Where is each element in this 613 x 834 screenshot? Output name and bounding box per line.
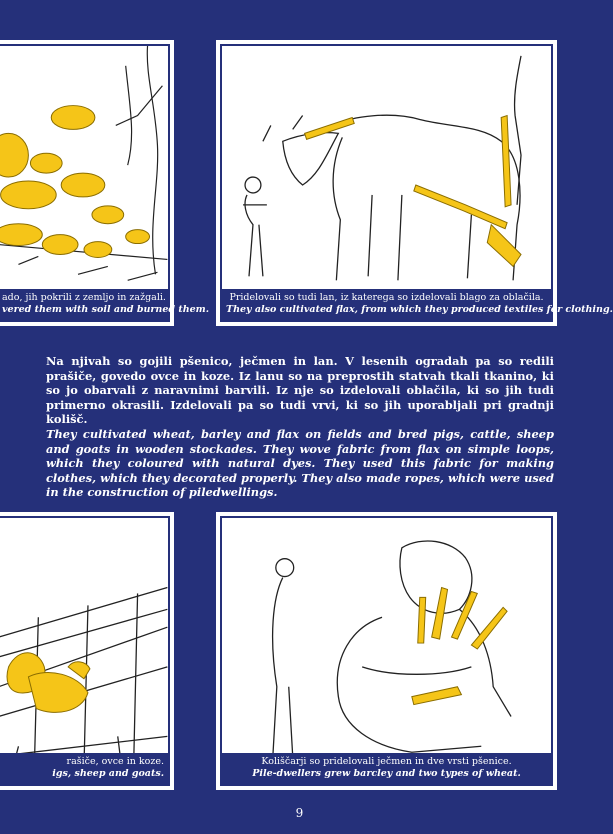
panel-frame <box>220 516 553 786</box>
paragraph-slovene: Na njivah so gojili pšenico, ječmen in lan. V lesenih ogradah pa so redili prašiče, govedo ovce in koze. Iz lanu so na preprostih statvah tkali tkanino, ki so jo obarvali z naravnimi barvili. Iz nje so izdelovali oblačila, ki so jih tudi primerno okrasili. Izdelovali pa so tudi vrvi, ki so jih uporabljali pri gradnji kolišč. <box>46 354 554 426</box>
caption-english: igs, sheep and goats. <box>52 768 164 779</box>
caption-english: vered them with soil and burned them. <box>2 304 210 315</box>
illustration-panel-harvest <box>216 512 557 790</box>
illustration-panel-stockade <box>0 512 174 790</box>
panel-frame <box>0 516 170 786</box>
ploughing-drawing <box>222 46 613 320</box>
caption <box>0 753 168 784</box>
page-number: 9 <box>295 806 304 820</box>
caption-slovene: ado, jih pokrili z zemljo in zažgali. <box>2 292 166 303</box>
harvest-drawing <box>222 518 551 784</box>
pottery-drawing <box>0 46 210 320</box>
caption-slovene: Pridelovali so tudi lan, iz katerega so izdelovali blago za oblačila. <box>229 292 544 303</box>
caption-english: Pile-dwellers grew barcley and two types of wheat. <box>252 768 521 779</box>
caption <box>0 289 210 320</box>
caption-slovene: rašiče, ovce in koze. <box>66 756 164 767</box>
panel-frame <box>220 44 613 322</box>
illustration-panel-pottery <box>0 40 210 326</box>
caption <box>222 289 613 320</box>
illustration-panel-ploughing <box>216 40 613 326</box>
paragraph-english: They cultivated wheat, barley and flax on fields and bred pigs, cattle, sheep and goats in wooden stockades. They wove fabric from flax on simple loops, which they coloured with natural dyes. They used this fabric for making clothes, which they decorated properly. They also made ropes, which were used in the construction of piledwellings. <box>46 427 554 499</box>
caption-slovene: Koliščarji so pridelovali ječmen in dve vrsti pšenice. <box>261 756 512 767</box>
caption <box>222 753 551 784</box>
panel-frame <box>0 44 210 322</box>
stockade-drawing <box>0 518 168 784</box>
caption-english: They also cultivated flax, from which they produced textiles for clothing. <box>226 304 613 315</box>
